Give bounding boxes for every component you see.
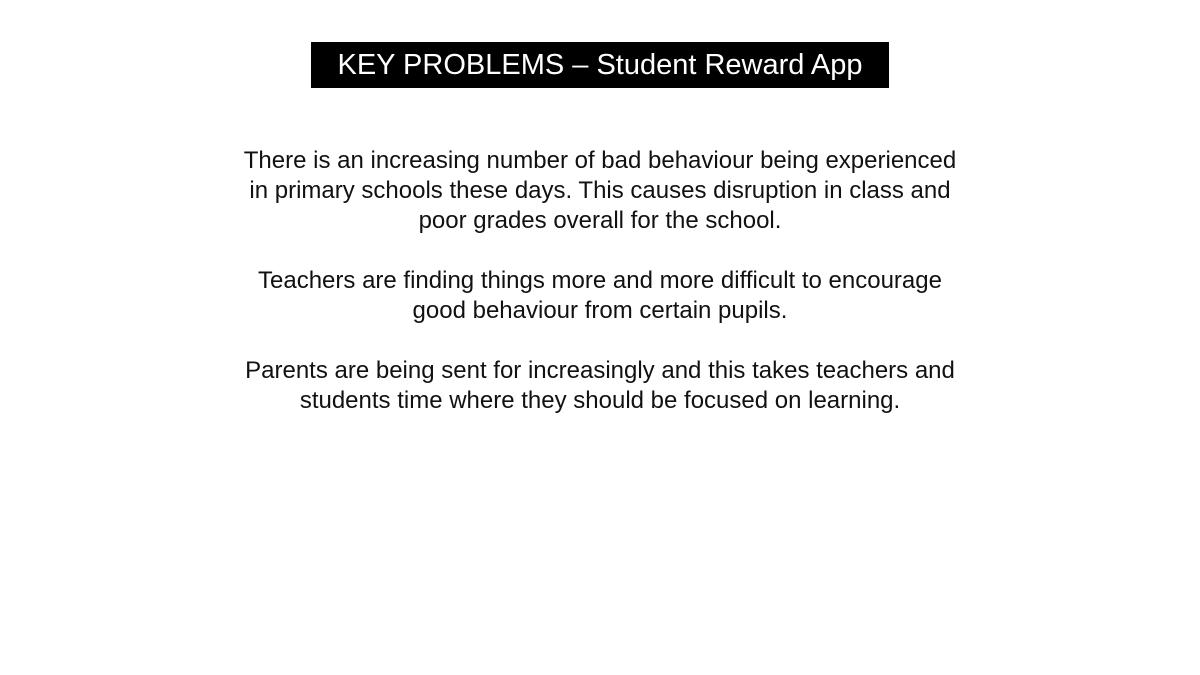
paragraph-line: Parents are being sent for increasingly and this takes teachers and	[245, 357, 955, 384]
slide-title: KEY PROBLEMS – Student Reward App	[337, 48, 863, 81]
problem-paragraph-3	[200, 356, 1000, 416]
paragraph-line: There is an increasing number of bad behaviour being experienced	[243, 147, 957, 174]
paragraph-line: poor grades overall for the school.	[418, 207, 782, 234]
paragraph-line: students time where they should be focused on learning.	[299, 387, 901, 414]
problem-paragraph-2	[200, 266, 1000, 326]
paragraph-line: good behaviour from certain pupils.	[412, 297, 788, 324]
slide-title-banner	[311, 42, 889, 88]
slide-body	[200, 146, 1000, 416]
paragraph-line: in primary schools these days. This causes disruption in class and	[249, 177, 951, 204]
paragraph-line: Teachers are finding things more and more difficult to encourage	[258, 267, 942, 294]
problem-paragraph-1	[200, 146, 1000, 236]
